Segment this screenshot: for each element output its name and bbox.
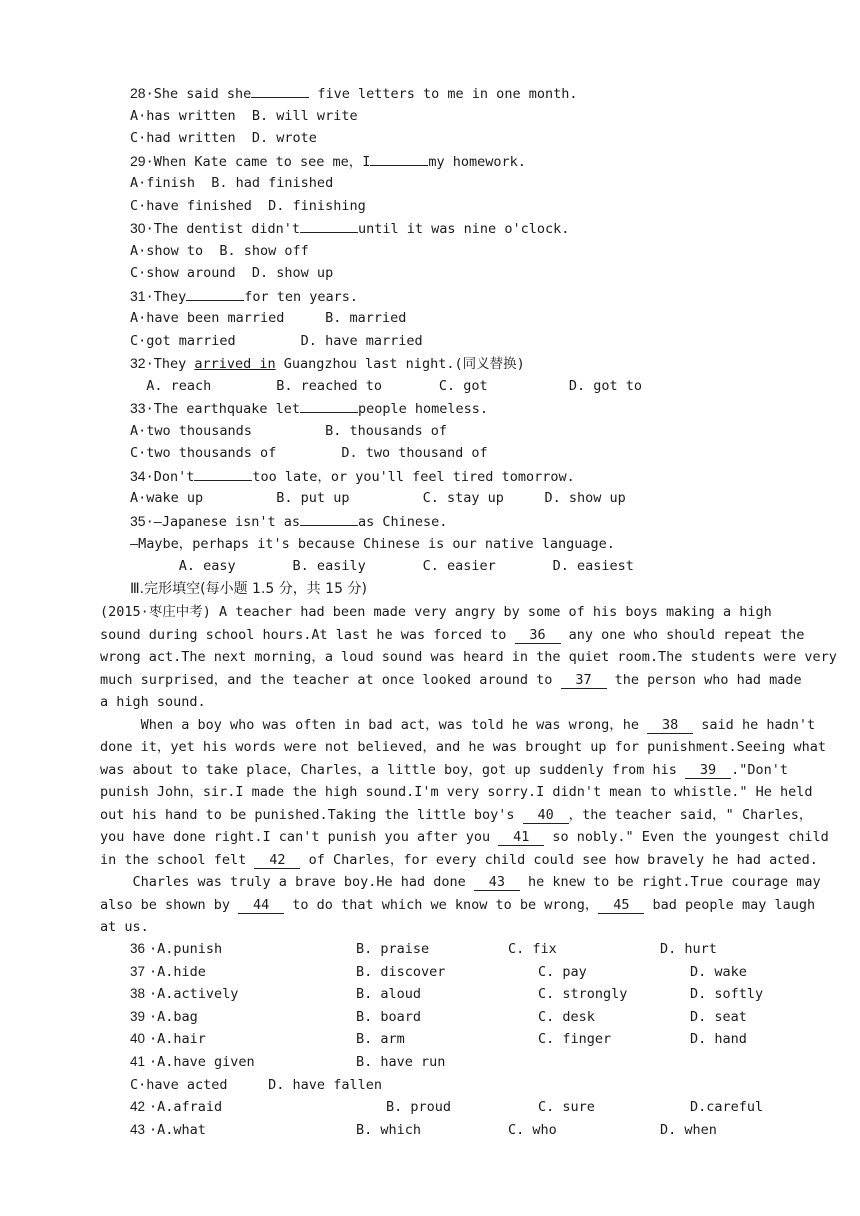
- passage-text: to do that which we know to be wrong，: [284, 896, 599, 913]
- cloze-blank: 42: [254, 852, 300, 869]
- passage-text: said he hadn't: [693, 716, 816, 733]
- answer-blank: [300, 511, 358, 526]
- option-d: D. when: [660, 1121, 717, 1138]
- cloze-blank: 44: [238, 897, 284, 914]
- answer-blank: [186, 286, 244, 301]
- answer-blank: [300, 398, 358, 413]
- option-number: 38: [130, 986, 146, 1002]
- passage-text: a high sound.: [100, 694, 206, 710]
- question-28: [130, 83, 577, 103]
- answer-blank: [194, 466, 252, 481]
- cloze-blank: 38: [647, 717, 693, 734]
- passage-text: also be shown by: [100, 896, 239, 913]
- option-b: B. praise: [356, 941, 430, 957]
- passage-text: of Charles，for every child could see how bravely he had acted.: [300, 851, 818, 868]
- option-c: C. fix: [508, 941, 557, 957]
- question-32: [130, 353, 525, 373]
- passage-text: so nobly." Even the youngest child: [544, 829, 829, 845]
- option-a: ·A.actively: [149, 986, 239, 1003]
- option-a: ·A.what: [149, 1121, 206, 1138]
- passage-line: [100, 804, 813, 827]
- question-stem: ·The dentist didn't: [145, 221, 301, 237]
- option-a: ·A.hide: [149, 963, 206, 980]
- passage-line: [100, 624, 805, 647]
- option-a: ·A.hair: [149, 1031, 206, 1048]
- cloze-blank: 37: [561, 672, 607, 689]
- passage-text: he knew to be right.True courage may: [519, 874, 821, 890]
- question-stem: ·They: [145, 289, 187, 305]
- options-line: A. reach B. reached to C. got D. got to: [130, 378, 643, 394]
- passage-line: [100, 826, 829, 849]
- question-33: [130, 398, 488, 418]
- question-number: 28: [130, 85, 146, 101]
- section-title: Ⅲ.完形填空(每小题 1.5 分，共 15 分): [130, 581, 367, 597]
- question-stem-end: five letters to me in one month.: [309, 86, 578, 102]
- passage-text: you have done right.I can't punish you after you: [100, 829, 499, 845]
- question-stem-end: my homework.: [428, 154, 526, 170]
- question-stem-end: too late，or you'll feel tired tomorrow.: [252, 469, 575, 485]
- passage-line: [100, 691, 760, 714]
- question-stem-end: people homeless.: [358, 401, 489, 417]
- option-a: ·A.afraid: [149, 1099, 223, 1116]
- question-number: 31: [130, 288, 146, 304]
- question-stem: ·Don't: [145, 469, 195, 485]
- question-29: [130, 151, 526, 171]
- question-stem: ·She said she: [145, 86, 252, 102]
- option-a: ·A.bag: [149, 1008, 198, 1025]
- option-c: C. strongly: [538, 986, 628, 1003]
- passage-text: was about to take place，Charles，a little boy，got up suddenly from his: [100, 761, 686, 778]
- cloze-blank: 43: [474, 874, 520, 891]
- underlined-phrase: arrived in: [194, 356, 276, 372]
- passage-text: punish John，sir.I made the high sound.I'm very sorry.I didn't mean to whistle." He held: [100, 784, 813, 800]
- option-c: C. desk: [538, 1008, 595, 1025]
- passage-line: [100, 646, 837, 669]
- options-line: C·two thousands of D. two thousand of: [130, 445, 488, 461]
- cloze-blank: 39: [685, 762, 731, 779]
- answer-blank: [370, 151, 428, 166]
- answer-blank: [251, 83, 309, 98]
- passage-text: ，the teacher said，" Charles，: [568, 806, 813, 823]
- question-stem-end: until it was nine o'clock.: [358, 221, 570, 237]
- options-line: C·had written D. wrote: [130, 130, 317, 146]
- question-number: 30: [130, 220, 146, 236]
- passage-line: [100, 849, 818, 872]
- question-number: 29: [130, 153, 146, 169]
- passage-text: bad people may laugh: [644, 896, 816, 913]
- passage-line: [100, 736, 826, 759]
- passage-line: [100, 759, 788, 782]
- option-a: C·have acted D. have fallen: [130, 1076, 382, 1093]
- passage-text: much surprised，and the teacher at once looked around to: [100, 671, 561, 688]
- passage-text: any one who should repeat the: [560, 626, 805, 643]
- cloze-blank: 36: [515, 627, 561, 644]
- passage-text: ."Don't: [731, 761, 788, 778]
- passage-text: (2015·枣庄中考) A teacher had been made very angry by some of his boys making a high: [100, 604, 772, 620]
- option-b: B. arm: [356, 1031, 405, 1048]
- question-number: 34: [130, 468, 146, 484]
- question-number: 32: [130, 355, 146, 371]
- passage-text: sound during school hours.At last he was forced to: [100, 626, 515, 643]
- question-35: [130, 511, 447, 531]
- options-line: C·got married D. have married: [130, 333, 423, 349]
- option-b: B. proud: [386, 1099, 452, 1116]
- answer-blank: [300, 218, 358, 233]
- option-number: 42: [130, 1099, 146, 1115]
- question-stem-end: for ten years.: [244, 289, 359, 305]
- passage-text: Charles was truly a brave boy.He had done: [100, 874, 474, 890]
- passage-text: When a boy who was often in bad act，was told he was wrong，he: [100, 716, 648, 733]
- option-d: D. seat: [690, 1008, 747, 1025]
- option-d: D. softly: [690, 986, 764, 1003]
- passage-text: wrong act.The next morning，a loud sound was heard in the quiet room.The students were very: [100, 649, 837, 665]
- option-d: D. hurt: [660, 941, 717, 957]
- options-line: A·wake up B. put up C. stay up D. show up: [130, 490, 626, 506]
- options-line: A. easy B. easily C. easier D. easiest: [130, 558, 634, 574]
- passage-line: [100, 871, 821, 894]
- options-line: A·have been married B. married: [130, 310, 407, 326]
- passage-line: [100, 894, 816, 917]
- question-stem: ·They: [145, 356, 195, 372]
- passage-line: [100, 781, 813, 804]
- passage-text: the person who had made: [606, 671, 802, 688]
- passage-line: [100, 601, 772, 624]
- dialogue-reply: —Maybe，perhaps it's because Chinese is our native language.: [130, 536, 615, 552]
- option-b: B. which: [356, 1121, 422, 1138]
- question-number: 35: [130, 513, 146, 529]
- option-number: 36: [130, 941, 146, 956]
- cloze-blank: 45: [598, 897, 644, 914]
- option-b: B. discover: [356, 963, 446, 980]
- options-line: C·have finished D. finishing: [130, 198, 366, 214]
- passage-text: out his hand to be punished.Taking the little boy's: [100, 806, 523, 823]
- option-d: D. hand: [690, 1031, 747, 1048]
- options-line: A·has written B. will write: [130, 108, 358, 124]
- option-number: 43: [130, 1121, 146, 1137]
- option-number: 41: [130, 1054, 146, 1069]
- option-number: 40: [130, 1031, 146, 1047]
- option-b: B. aloud: [356, 986, 422, 1003]
- option-b: B. have run: [356, 1054, 446, 1070]
- options-line: A·two thousands B. thousands of: [130, 423, 447, 439]
- option-d: D. wake: [690, 963, 747, 980]
- option-number: 39: [130, 1008, 146, 1024]
- option-d: D.careful: [690, 1099, 764, 1116]
- question-30: [130, 218, 569, 238]
- cloze-blank: 40: [523, 807, 569, 824]
- question-stem: ·The earthquake let: [145, 401, 301, 417]
- question-stem-end: Guangzhou last night.(同义替换): [275, 356, 525, 372]
- cloze-blank: 41: [498, 829, 544, 846]
- option-a: ·A.punish: [149, 941, 223, 957]
- option-c: C. finger: [538, 1031, 612, 1048]
- option-c: C. sure: [538, 1099, 595, 1116]
- question-number: 33: [130, 400, 146, 416]
- passage-line: [100, 916, 760, 939]
- option-b: B. board: [356, 1008, 422, 1025]
- passage-line: [100, 714, 816, 737]
- options-line: C·show around D. show up: [130, 265, 334, 281]
- passage-text: in the school felt: [100, 851, 255, 868]
- cloze-passage: [100, 601, 837, 939]
- options-line: A·show to B. show off: [130, 243, 309, 259]
- question-stem-end: as Chinese.: [358, 514, 448, 530]
- option-a: ·A.have given: [149, 1054, 255, 1070]
- question-34: [130, 466, 575, 486]
- option-c: C. pay: [538, 963, 587, 980]
- passage-text: done it，yet his words were not believed，and he was brought up for punishment.Seeing what: [100, 739, 826, 755]
- options-line: A·finish B. had finished: [130, 175, 334, 191]
- option-number: 37: [130, 963, 146, 979]
- passage-line: [100, 669, 802, 692]
- question-31: [130, 286, 358, 306]
- option-c: C. who: [508, 1121, 557, 1138]
- question-stem: ·When Kate came to see me，I: [145, 154, 371, 170]
- question-stem: ·—Japanese isn't as: [145, 514, 301, 530]
- passage-text: at us.: [100, 919, 149, 935]
